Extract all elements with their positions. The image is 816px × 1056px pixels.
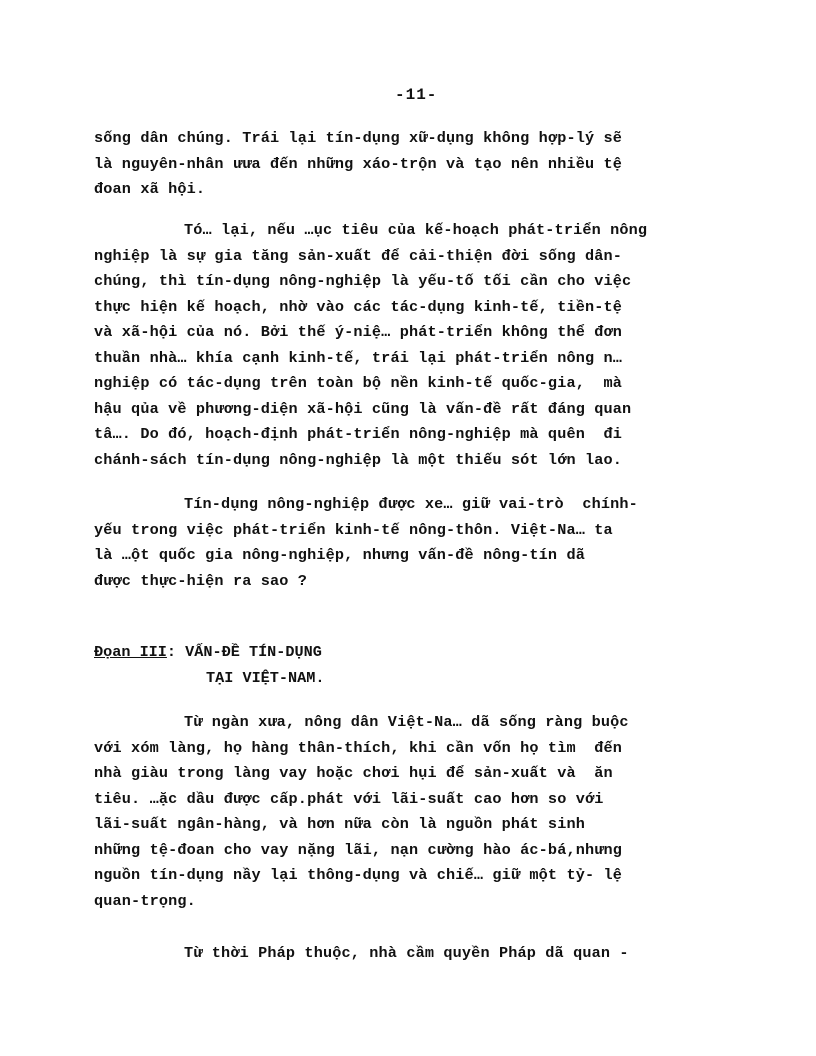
text-line: lãi-suất ngân-hàng, và hơn nữa còn là nguồn phát sinh (94, 815, 585, 833)
text-line: quan-trọng. (94, 891, 196, 910)
text-line: tâ…. Do đó, hoạch-định phát-triển nông-nghiệp mà quên đi (94, 425, 623, 443)
text-line: thực hiện kế hoạch, nhờ vào các tác-dụng kinh-tế, tiền-tệ (94, 297, 623, 316)
text-line: nhà giàu trong làng vay hoặc chơi hụi để sản-xuất và ăn (94, 764, 613, 782)
text-line: hậu qủa về phương-diện xã-hội cũng là vấn-đề rất đáng quan (94, 399, 632, 418)
section-title: VẤN-ĐỀ TÍN-DỤNG (185, 643, 322, 661)
text-line: yếu trong việc phát-triển kinh-tế nông-thôn. Việt-Na… ta (94, 520, 613, 539)
section-label: Đọan III (94, 643, 167, 661)
text-line: chánh-sách tín-dụng nông-nghiệp là một thiếu sót lớn lao. (94, 450, 623, 469)
text-line: được thực-hiện ra sao ? (94, 571, 308, 590)
text-line: tiêu. …ặc dầu được cấp.phát với lãi-suất cao hơn so với (94, 789, 604, 808)
section-heading-line-1: Đọan III: VẤN-ĐỀ TÍN-DỤNG (94, 643, 322, 661)
text-line: là …ột quốc gia nông-nghiệp, nhưng vấn-đề nông-tín dã (94, 546, 585, 564)
section-heading (94, 640, 734, 691)
text-line: Tín-dụng nông-nghiệp được xe… giữ vai-trò chính- (184, 495, 638, 513)
text-line: những tệ-đoan cho vay nặng lãi, nạn cường hào ác-bá,nhưng (94, 840, 623, 859)
text-line: nghiệp có tác-dụng trên toàn bộ nền kinh-tế quốc-gia, mà (94, 374, 623, 392)
text-line: chúng, thì tín-dụng nông-nghiệp là yếu-tố tối cần cho việc (94, 272, 632, 290)
paragraph-2 (94, 218, 734, 473)
text-line: sống dân chúng. Trái lại tín-dụng xữ-dụng không hợp-lý sẽ (94, 129, 623, 147)
text-line: là nguyên-nhân ưưa đến những xáo-trộn và tạo nên nhiều tệ (94, 154, 623, 173)
text-line: thuần nhà… khía cạnh kinh-tế, trái lại phát-triển nông n… (94, 348, 623, 367)
text-line: với xóm làng, họ hàng thân-thích, khi cần vốn họ tìm đến (94, 738, 623, 757)
text-line: Từ ngàn xưa, nông dân Việt-Na… dã sống ràng buộc (184, 713, 629, 731)
paragraph-1 (94, 126, 734, 203)
text-line: đoan xã hội. (94, 180, 206, 198)
text-line: Tó… lại, nếu …ục tiêu của kế-hoạch phát-triển nông (184, 221, 648, 239)
paragraph-4 (94, 710, 734, 914)
page-number: -11- (395, 86, 438, 104)
paragraph-3 (94, 492, 734, 594)
text-line: nghiệp là sự gia tăng sản-xuất để cải-thiện đời sống dân- (94, 246, 623, 265)
text-line: Từ thời Pháp thuộc, nhà cầm quyền Pháp dã quan - (184, 944, 629, 962)
text-line: và xã-hội của nó. Bởi thế ý-niệ… phát-triển không thể đơn (94, 323, 623, 341)
section-title-line-2: TẠI VIỆT-NAM. (206, 668, 325, 687)
paragraph-5 (94, 941, 734, 967)
text-line: nguồn tín-dụng nầy lại thông-dụng và chiế… giữ một tỷ- lệ (94, 866, 623, 884)
